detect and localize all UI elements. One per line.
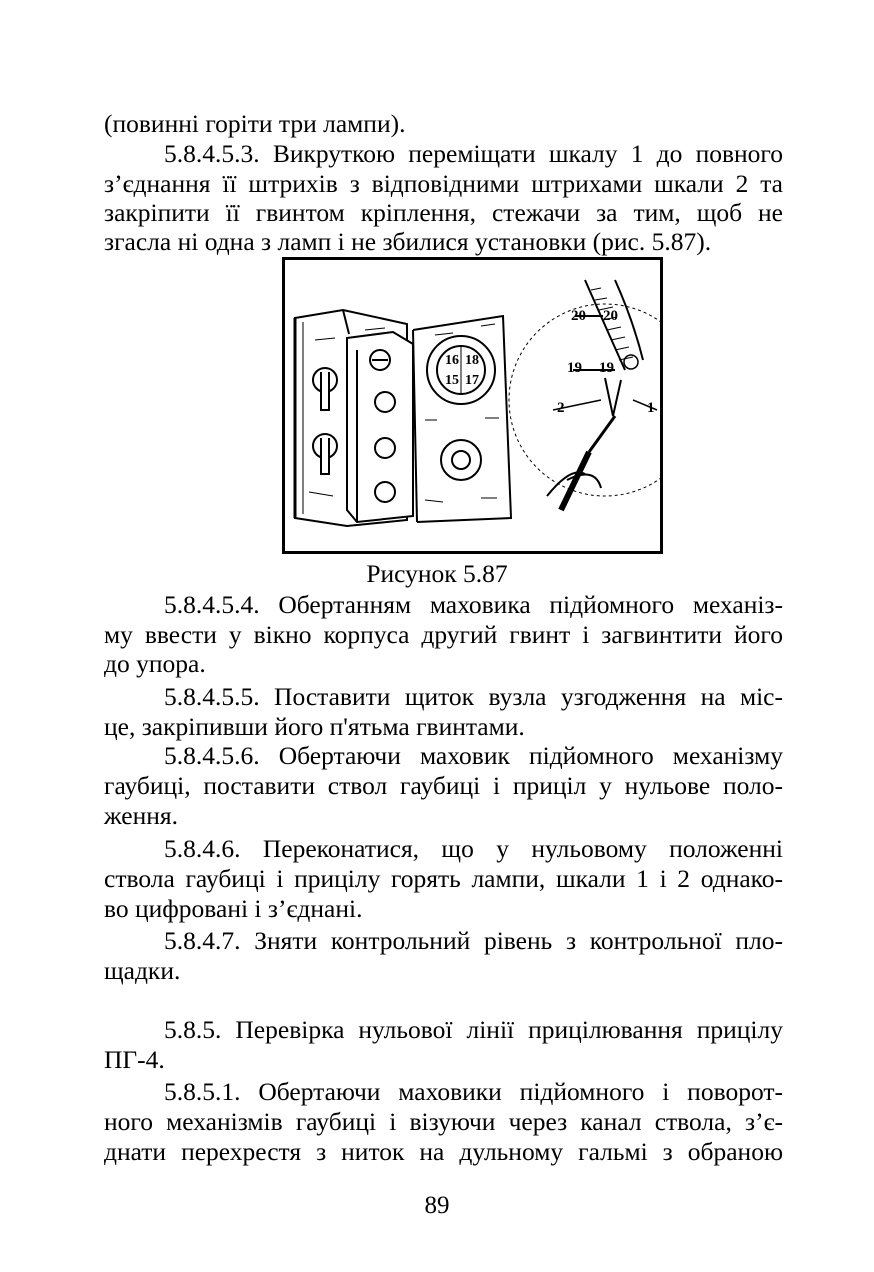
figure-caption: Рисунок 5.87	[366, 559, 508, 588]
paragraph-5-8-4-6: 5.8.4.6. Переконатися, що у нульовому положенні	[164, 834, 783, 863]
text-line-13: ження.	[104, 801, 178, 830]
dial-label-16: 16	[445, 353, 459, 368]
text-line-7: му ввести у вікно корпуса другий гвинт і загвинтити його	[104, 620, 783, 649]
paragraph-5-8-4-5-4: 5.8.4.5.4. Обертанням маховика підйомного механіз-	[164, 590, 783, 619]
pointer-label-1: 1	[647, 400, 655, 416]
scale-label-20-right: 20	[603, 308, 618, 324]
paragraph-5-8-4-5-6: 5.8.4.5.6. Обертаючи маховик підйомного механізму	[164, 741, 783, 770]
text-line-4: закріпити її гвинтом кріплення, стежачи за тим, щоб не	[104, 198, 783, 227]
text-line-20: ПГ-4.	[104, 1045, 165, 1074]
text-line-8: до упора.	[104, 649, 206, 678]
text-line-10: це, закріпивши його п'ятьма гвинтами.	[104, 712, 525, 741]
text-line-12: гаубиці, поставити ствол гаубиці і приціл у нульове поло-	[104, 771, 783, 800]
scale-label-19-left: 19	[567, 360, 582, 376]
text-line-5: згасла ні одна з ламп і не збилися установки (рис. 5.87).	[104, 227, 712, 256]
text-line-1: (повинні горіти три лампи).	[104, 109, 406, 138]
figure-5-87	[282, 257, 663, 554]
scale-label-19-right: 19	[599, 360, 614, 376]
dial-label-18: 18	[465, 353, 479, 368]
section-heading-5-8-5: 5.8.5. Перевірка нульової лінії прицілювання прицілу	[164, 1015, 783, 1044]
text-line-18: щадки.	[104, 956, 181, 985]
pointer-label-2: 2	[557, 400, 565, 416]
paragraph-5-8-4-7: 5.8.4.7. Зняти контрольний рівень з контрольної пло-	[164, 926, 783, 955]
paragraph-5-8-5-1: 5.8.5.1. Обертаючи маховики підйомного і поворот-	[164, 1077, 783, 1106]
text-line-16: во цифровані і з’єднані.	[104, 894, 363, 923]
text-line-3: з’єднання її штрихів з відповідними штрихами шкали 2 та	[104, 169, 783, 198]
dial-label-17: 17	[465, 373, 479, 388]
text-line-23: днати перехрестя з ниток на дульному гальмі з обраною	[104, 1137, 783, 1166]
text-line-15: ствола гаубиці і прицілу горять лампи, шкали 1 і 2 однако-	[104, 864, 783, 893]
paragraph-5-8-4-5-3: 5.8.4.5.3. Викруткою переміщати шкалу 1 до повного	[164, 139, 783, 168]
dial-label-15: 15	[445, 373, 459, 388]
paragraph-5-8-4-5-5: 5.8.4.5.5. Поставити щиток вузла узгодження на міс-	[164, 682, 783, 711]
text-line-22: ного механізмів гаубиці і візуючи через канал ствола, з’є-	[104, 1107, 783, 1136]
scale-label-20-left: 20	[571, 308, 586, 324]
sight-alignment-illustration	[285, 260, 660, 551]
page-number: 89	[424, 1192, 450, 1219]
